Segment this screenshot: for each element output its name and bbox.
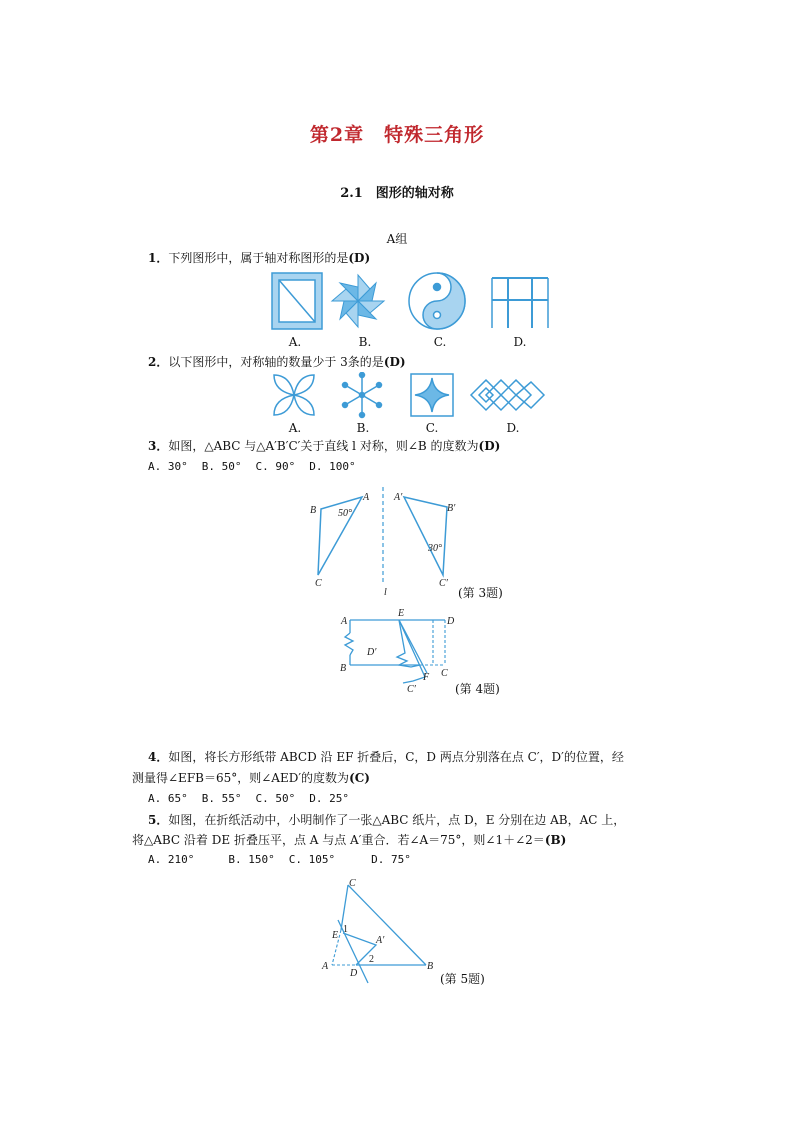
section-title: 2.1 图形的轴对称 xyxy=(340,186,454,201)
question-4-line2 xyxy=(132,768,370,788)
option-label: A. xyxy=(288,335,302,349)
svg-text:B: B xyxy=(310,505,317,516)
svg-text:F: F xyxy=(423,672,430,683)
question-text: 如图，△ABC 与△A′B′C′关于直线 l 对称，则∠B 的度数为 xyxy=(168,439,479,453)
svg-text:C: C xyxy=(315,578,322,589)
question-text: 将△ABC 沿着 DE 折叠压平，点 A 与点 A′重合．若∠A＝75°，则∠1＋∠2＝ xyxy=(132,833,545,847)
figure-2c xyxy=(411,374,453,416)
svg-text:C: C xyxy=(349,878,356,889)
question-5 xyxy=(148,810,625,830)
question-text: 如图，将长方形纸带 ABCD 沿 EF 折叠后，C，D 两点分别落在点 C′，D′的位置，经 xyxy=(168,750,624,764)
figure-caption: (第 3题) xyxy=(458,586,503,600)
figure-caption: (第 4题) xyxy=(455,682,500,696)
question-3 xyxy=(148,436,500,456)
svg-text:B: B xyxy=(340,663,347,674)
question-number: 1． xyxy=(148,251,169,265)
option-label: A. xyxy=(288,421,302,435)
option: D. 100° xyxy=(309,460,356,473)
figure-1d xyxy=(492,278,548,328)
question-text: 以下图形中，对称轴的数量少于 3条的是 xyxy=(168,355,384,369)
svg-text:2: 2 xyxy=(369,954,374,965)
question-3-figure xyxy=(300,485,470,600)
group-label: A组 xyxy=(386,232,408,246)
question-1 xyxy=(148,248,370,268)
question-2-figures xyxy=(268,372,558,420)
question-3-options xyxy=(148,460,370,473)
option-label: C. xyxy=(433,335,447,349)
figure-1a xyxy=(272,273,322,329)
option: A. 210° xyxy=(148,853,195,866)
svg-text:C: C xyxy=(441,668,448,679)
option: D. 25° xyxy=(309,792,349,805)
question-number: 5． xyxy=(148,813,169,827)
answer: (D) xyxy=(383,355,406,369)
option-label: D. xyxy=(513,335,527,349)
svg-text:A′: A′ xyxy=(394,492,403,503)
option-label: B. xyxy=(356,421,370,435)
question-text: 下列图形中，属于轴对称图形的是 xyxy=(168,251,349,265)
question-5-line2 xyxy=(132,830,566,850)
question-number: 4． xyxy=(148,750,169,764)
figure-1b xyxy=(332,275,384,327)
question-2 xyxy=(148,352,406,372)
option: A. 30° xyxy=(148,460,188,473)
chapter-title: 第2章 特殊三角形 xyxy=(309,124,485,146)
answer: (B) xyxy=(544,833,567,847)
svg-text:D: D xyxy=(350,968,358,979)
option: C. 90° xyxy=(255,460,296,473)
svg-text:C′: C′ xyxy=(439,578,448,589)
angle-label-a: 50° xyxy=(338,508,352,519)
figure-1c xyxy=(409,273,465,329)
option-label: B. xyxy=(358,335,372,349)
option: A. 65° xyxy=(148,792,188,805)
svg-text:C′: C′ xyxy=(407,684,416,695)
question-number: 3． xyxy=(148,439,169,453)
option: B. 50° xyxy=(201,460,242,473)
figure-2a xyxy=(274,375,314,415)
svg-text:E: E xyxy=(332,930,339,941)
question-text: 测量得∠EFB＝65°，则∠AED′的度数为 xyxy=(132,771,350,785)
answer: (C) xyxy=(349,771,370,785)
option: C. 50° xyxy=(255,792,296,805)
option: B. 55° xyxy=(201,792,242,805)
option: C. 105° xyxy=(288,853,336,866)
svg-text:B′: B′ xyxy=(447,503,456,514)
option-label: D. xyxy=(506,421,520,435)
svg-text:E: E xyxy=(398,608,405,619)
question-text: 如图，在折纸活动中，小明制作了一张△ABC 纸片，点 D，E 分别在边 AB，AC 上， xyxy=(168,813,626,827)
question-4-figure xyxy=(335,605,460,695)
question-4 xyxy=(148,747,624,767)
question-5-figure xyxy=(318,875,443,987)
question-1-figures xyxy=(270,270,555,334)
option: B. 150° xyxy=(228,853,275,866)
answer: (D) xyxy=(478,439,501,453)
question-number: 2． xyxy=(148,355,169,369)
svg-text:A: A xyxy=(363,492,370,503)
figure-2d xyxy=(471,380,544,410)
question-4-options xyxy=(148,792,363,805)
question-5-options xyxy=(148,853,425,866)
svg-text:A: A xyxy=(322,961,329,972)
svg-text:l: l xyxy=(384,587,387,598)
svg-text:A′: A′ xyxy=(376,935,385,946)
figure-2b xyxy=(343,373,382,418)
svg-text:D′: D′ xyxy=(367,647,377,658)
option: D. 75° xyxy=(371,853,411,866)
angle-label-b: 30° xyxy=(428,543,442,554)
svg-text:1: 1 xyxy=(343,924,348,935)
svg-text:D: D xyxy=(447,616,455,627)
figure-caption: (第 5题) xyxy=(440,972,485,986)
svg-text:A: A xyxy=(341,616,348,627)
option-label: C. xyxy=(425,421,439,435)
answer: (D) xyxy=(348,251,371,265)
svg-text:B: B xyxy=(427,961,434,972)
